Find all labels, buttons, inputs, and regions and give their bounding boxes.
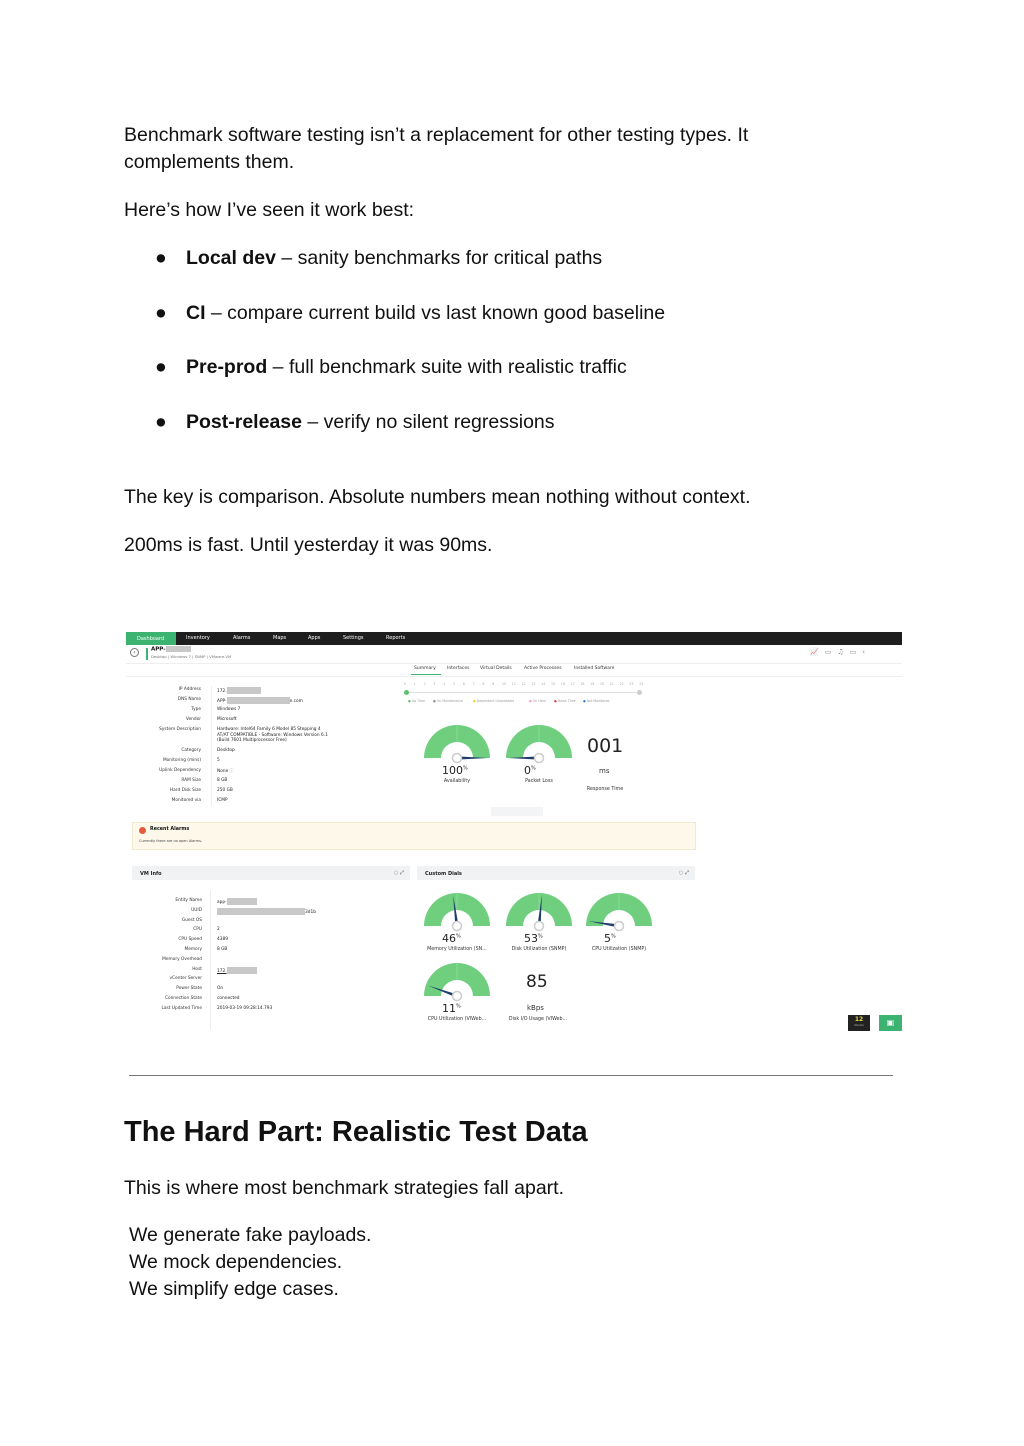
list-item: ● Local dev – sanity benchmarks for critical paths xyxy=(155,247,603,269)
detail-value-text: 8 GB xyxy=(217,778,228,783)
response-time-label: Response Time xyxy=(586,787,624,792)
divider xyxy=(146,648,148,660)
gauge-value xyxy=(442,932,461,945)
paragraph: Here’s how I’ve seen it work best: xyxy=(124,199,415,221)
detail-label: Monitoring (mins) xyxy=(162,758,201,763)
vm-value xyxy=(217,927,220,932)
legend-label: Down Time xyxy=(557,699,576,703)
detail-label: Vendor xyxy=(185,717,201,722)
detail-value xyxy=(217,798,228,803)
vm-label: Host xyxy=(192,966,202,972)
gauge-unit: % xyxy=(531,765,536,772)
detail-value-text: 250 GB xyxy=(217,788,233,793)
gauge-label: CPU Utilization (VIWeb... xyxy=(427,1017,487,1022)
paragraph: This is where most benchmark strategies fall apart. xyxy=(124,1177,565,1199)
uuid-suffix: 3d1b xyxy=(305,909,316,915)
vm-label: Last Updated Time xyxy=(161,1005,202,1011)
timeline-hour: 13 xyxy=(531,682,536,686)
redacted xyxy=(227,967,257,974)
detail-value xyxy=(217,707,240,712)
detail-label: IP Address xyxy=(178,687,201,692)
vm-value xyxy=(217,986,223,991)
legend-label: On Maintenance xyxy=(436,699,463,703)
paragraph: complements them. xyxy=(124,151,295,173)
detail-value-text: Windows 7 xyxy=(217,707,241,712)
timeline-hour: 6 xyxy=(462,682,465,686)
legend-item xyxy=(529,699,546,703)
detail-value: (Build 7601 Multiprocessor Free) xyxy=(217,738,287,743)
chat-icon[interactable]: ▣ xyxy=(879,1015,902,1031)
paragraph: We mock dependencies. xyxy=(129,1251,343,1273)
detail-value xyxy=(217,727,321,732)
list-item: ● Pre-prod – full benchmark suite with realistic traffic xyxy=(155,356,627,378)
timeline-hour: 18 xyxy=(580,682,585,686)
gauge-number: 5 xyxy=(604,932,611,945)
timeline-hour: 12 xyxy=(521,682,526,686)
timeline-hour: 7 xyxy=(472,682,475,686)
nav-inventory[interactable]: Inventory xyxy=(186,635,210,641)
detail-label: Type xyxy=(191,707,201,712)
vm-value xyxy=(217,898,257,905)
gauge-value xyxy=(524,764,536,777)
redacted xyxy=(227,697,290,704)
detail-value: AT/AT COMPATIBLE - Software: Windows Version 6.1 xyxy=(217,733,328,738)
embedded-dashboard-screenshot xyxy=(126,632,902,1034)
timeline-hour: 15 xyxy=(551,682,556,686)
device-name: APP- xyxy=(151,646,191,653)
info-icon: ⓘ xyxy=(228,769,234,774)
section-heading: The Hard Part: Realistic Test Data xyxy=(124,1116,588,1148)
detail-label: RAM Size xyxy=(181,778,201,783)
timeline-hour: 22 xyxy=(619,682,624,686)
detail-value xyxy=(217,768,234,774)
tab-installed-software[interactable]: Installed Software xyxy=(574,666,615,671)
legend-dot: ● xyxy=(433,699,437,703)
timeline-hour: 23 xyxy=(629,682,634,686)
vm-label: vCenter Server xyxy=(169,976,202,982)
vm-value xyxy=(217,967,257,974)
nav-settings[interactable]: Settings xyxy=(343,635,364,641)
dial-gauge xyxy=(422,892,492,932)
legend-item xyxy=(583,699,609,703)
vm-label: Memory Overhead xyxy=(162,956,202,962)
toolbar-icons[interactable]: 📈▭♫▭‹ xyxy=(810,648,872,656)
detail-value xyxy=(217,717,237,722)
timeline-hour: 14 xyxy=(541,682,546,686)
vm-value-text: connected xyxy=(217,996,240,1001)
gauge-value xyxy=(442,1002,461,1015)
detail-label: System Description xyxy=(159,727,201,732)
gauge-label: Packet Loss xyxy=(525,779,553,784)
gauge-hub xyxy=(453,754,462,763)
gauge-number: 46 xyxy=(442,932,456,945)
redacted xyxy=(227,898,257,905)
gauge-value xyxy=(524,932,543,945)
dial-gauge xyxy=(584,892,654,932)
paragraph: We generate fake payloads. xyxy=(129,1224,372,1246)
legend-dot: ● xyxy=(583,699,587,703)
timeline-hour: 20 xyxy=(600,682,605,686)
timeline-hour: 9 xyxy=(492,682,495,686)
scroll-placeholder xyxy=(491,807,543,816)
refresh-icon[interactable]: ○ ⤢ xyxy=(393,870,404,876)
nav-apps[interactable]: Apps xyxy=(308,635,321,641)
legend-label: On Hold xyxy=(532,699,546,703)
timeline-hour: 4 xyxy=(443,682,446,686)
vm-label: Guest OS xyxy=(181,917,202,923)
detail-value-text: ICMP xyxy=(217,798,228,803)
device-subtitle: Desktop | Windows 7 | SNMP | VMware-VM xyxy=(151,654,232,659)
detail-value-text: Hardware: Intel64 Family 6 Model 85 Stepping 4 xyxy=(217,727,321,732)
gauge-hub xyxy=(615,922,624,931)
detail-value-text: 5 xyxy=(217,758,220,763)
custom-dials-header: Custom Dials ○ ⤢ xyxy=(417,866,695,880)
vm-value-text: 2 xyxy=(217,927,220,933)
vm-label: UUID xyxy=(191,907,202,913)
detail-label: DNS Name xyxy=(177,697,201,702)
nav-maps[interactable]: Maps xyxy=(273,635,287,641)
legend-item xyxy=(408,699,425,703)
gauge-hub xyxy=(453,992,462,1001)
gauge-number: 0 xyxy=(524,764,531,777)
detail-value xyxy=(217,697,303,704)
nav-alarms[interactable]: Alarms xyxy=(233,635,251,641)
timeline-hour: 8 xyxy=(482,682,485,686)
tab-active-processes[interactable]: Active Processes xyxy=(524,666,562,671)
vm-label: Entity Name xyxy=(175,898,202,903)
timeline-start-handle[interactable] xyxy=(404,690,409,695)
timeline-hour: 1 xyxy=(413,682,416,686)
tab-virtual-details[interactable]: Virtual Details xyxy=(480,666,512,671)
tab-interfaces[interactable]: Interfaces xyxy=(447,666,470,671)
gauge-unit: % xyxy=(538,933,543,940)
dial-gauge xyxy=(504,892,574,932)
detail-value-text: Microsoft xyxy=(217,717,237,722)
vm-label: Connection State xyxy=(164,996,202,1001)
timeline-hour: 10 xyxy=(502,682,507,686)
nav-reports[interactable]: Reports xyxy=(386,635,406,641)
legend-dot: ● xyxy=(554,699,558,703)
timeline-hour: 19 xyxy=(590,682,595,686)
vm-value-text: 8 GB xyxy=(217,947,228,952)
detail-value xyxy=(217,687,261,694)
vm-value xyxy=(217,996,240,1001)
timeline-hour: 21 xyxy=(609,682,614,686)
legend-item xyxy=(433,699,463,703)
vm-value-text: 2019-03-19 09:28:14.793 xyxy=(217,1005,273,1011)
packet-loss-gauge xyxy=(504,724,574,764)
gauge-label: Memory Utilization (SN... xyxy=(427,947,487,952)
vm-value-text: On xyxy=(217,986,224,992)
gauge-label: Disk Utilization (SNMP) xyxy=(511,947,567,952)
refresh-icon[interactable]: ○ ⤢ xyxy=(678,870,689,876)
gauge-hub xyxy=(535,922,544,931)
gauge-number: 100 xyxy=(442,764,463,777)
timeline-hour: 0 xyxy=(404,682,407,686)
list-item: ● Post-release – verify no silent regressions xyxy=(155,411,555,433)
vm-value-text: 4389 xyxy=(217,937,228,943)
vm-label: Memory xyxy=(184,947,202,952)
gauge-unit: % xyxy=(456,933,461,940)
detail-value-text: 172. xyxy=(217,689,227,694)
alarms-title: Recent Alarms xyxy=(150,827,190,832)
detail-value-text: Desktop xyxy=(217,748,235,753)
gauge-unit: % xyxy=(463,765,468,772)
gauge-number: 11 xyxy=(442,1002,456,1015)
timeline-track xyxy=(406,692,640,693)
detail-value-text: None xyxy=(217,769,229,774)
detail-label: Category xyxy=(181,748,201,753)
redacted xyxy=(217,908,305,915)
detail-value xyxy=(217,748,235,753)
vm-value-text: 172. xyxy=(217,968,227,974)
detail-value xyxy=(217,788,233,793)
timeline-hour: 3 xyxy=(433,682,436,686)
gauge-value xyxy=(604,932,616,945)
alarms-empty-text: Currently there are no open Alarms. xyxy=(139,839,202,843)
dial-gauge xyxy=(422,962,492,1002)
vm-value xyxy=(217,908,316,915)
legend-label: Dependent Unavailable xyxy=(476,699,515,703)
timeline-hour: 17 xyxy=(570,682,575,686)
legend-dot: ● xyxy=(473,699,477,703)
gauge-value xyxy=(442,764,468,777)
timeline-hour: 5 xyxy=(453,682,456,686)
nav-dashboard[interactable]: Dashboard xyxy=(126,632,176,645)
dns-suffix: n.com xyxy=(289,699,303,704)
timeline-hour: 24 xyxy=(639,682,644,686)
timeline-end-handle[interactable] xyxy=(637,690,642,695)
vm-value xyxy=(217,947,227,952)
detail-label: Monitored via xyxy=(171,798,201,803)
legend-dot: ● xyxy=(529,699,533,703)
detail-value-text: APP- xyxy=(217,699,227,704)
legend-item xyxy=(473,699,514,703)
disk-io-label: Disk I/O Usage (VIWeb... xyxy=(508,1017,568,1022)
gauge-label: Availability xyxy=(443,779,471,784)
top-nav xyxy=(126,632,902,645)
alarm-count-badge[interactable]: 12 Alarms xyxy=(848,1015,870,1031)
recent-alarms-panel xyxy=(132,822,696,850)
detail-value xyxy=(217,758,220,763)
paragraph: 200ms is fast. Until yesterday it was 90ms. xyxy=(124,534,493,556)
vm-value xyxy=(217,1006,272,1011)
gauge-number: 53 xyxy=(524,932,538,945)
detail-value xyxy=(217,778,227,783)
tab-summary[interactable]: Summary xyxy=(414,666,436,671)
disk-io-value: 85 xyxy=(526,972,548,992)
availability-gauge xyxy=(422,724,492,764)
back-icon[interactable]: ‹ xyxy=(130,648,139,657)
legend-item xyxy=(554,699,576,703)
gauge-unit: % xyxy=(456,1003,461,1010)
timeline-hour: 2 xyxy=(423,682,426,686)
vm-info-header: VM Info ○ ⤢ xyxy=(132,866,410,880)
gauge-label: CPU Utilization (SNMP) xyxy=(591,947,647,952)
gauge-hub xyxy=(453,922,462,931)
disk-io-unit: kBps xyxy=(527,1004,544,1012)
legend-dot: ● xyxy=(408,699,412,703)
response-time-value: 001 xyxy=(587,735,624,757)
gauge-hub xyxy=(535,754,544,763)
paragraph: We simplify edge cases. xyxy=(129,1278,339,1300)
legend-label: Not Monitored xyxy=(586,699,610,703)
paragraph: The key is comparison. Absolute numbers mean nothing without context. xyxy=(124,486,751,508)
horizontal-rule xyxy=(129,1075,893,1076)
gauge-unit: % xyxy=(611,933,616,940)
vm-label: CPU xyxy=(193,927,202,933)
timeline-hour: 11 xyxy=(511,682,516,686)
detail-label: Uplink Dependency xyxy=(159,768,201,773)
vm-label: CPU Speed xyxy=(178,937,202,943)
alarm-bell-icon xyxy=(139,827,146,834)
list-item: ● CI – compare current build vs last known good baseline xyxy=(155,302,666,324)
detail-label: Hard Disk Size xyxy=(169,788,201,793)
vm-value xyxy=(217,937,228,942)
response-time-unit: ms xyxy=(599,767,610,775)
timeline-hour: 16 xyxy=(560,682,565,686)
redacted xyxy=(227,687,261,694)
vm-label: Power State xyxy=(176,986,202,992)
legend-label: Up Time xyxy=(411,699,425,703)
vm-value-text: app- xyxy=(217,900,227,905)
paragraph: Benchmark software testing isn’t a replacement for other testing types. It xyxy=(124,124,749,146)
availability-timeline xyxy=(404,682,644,706)
